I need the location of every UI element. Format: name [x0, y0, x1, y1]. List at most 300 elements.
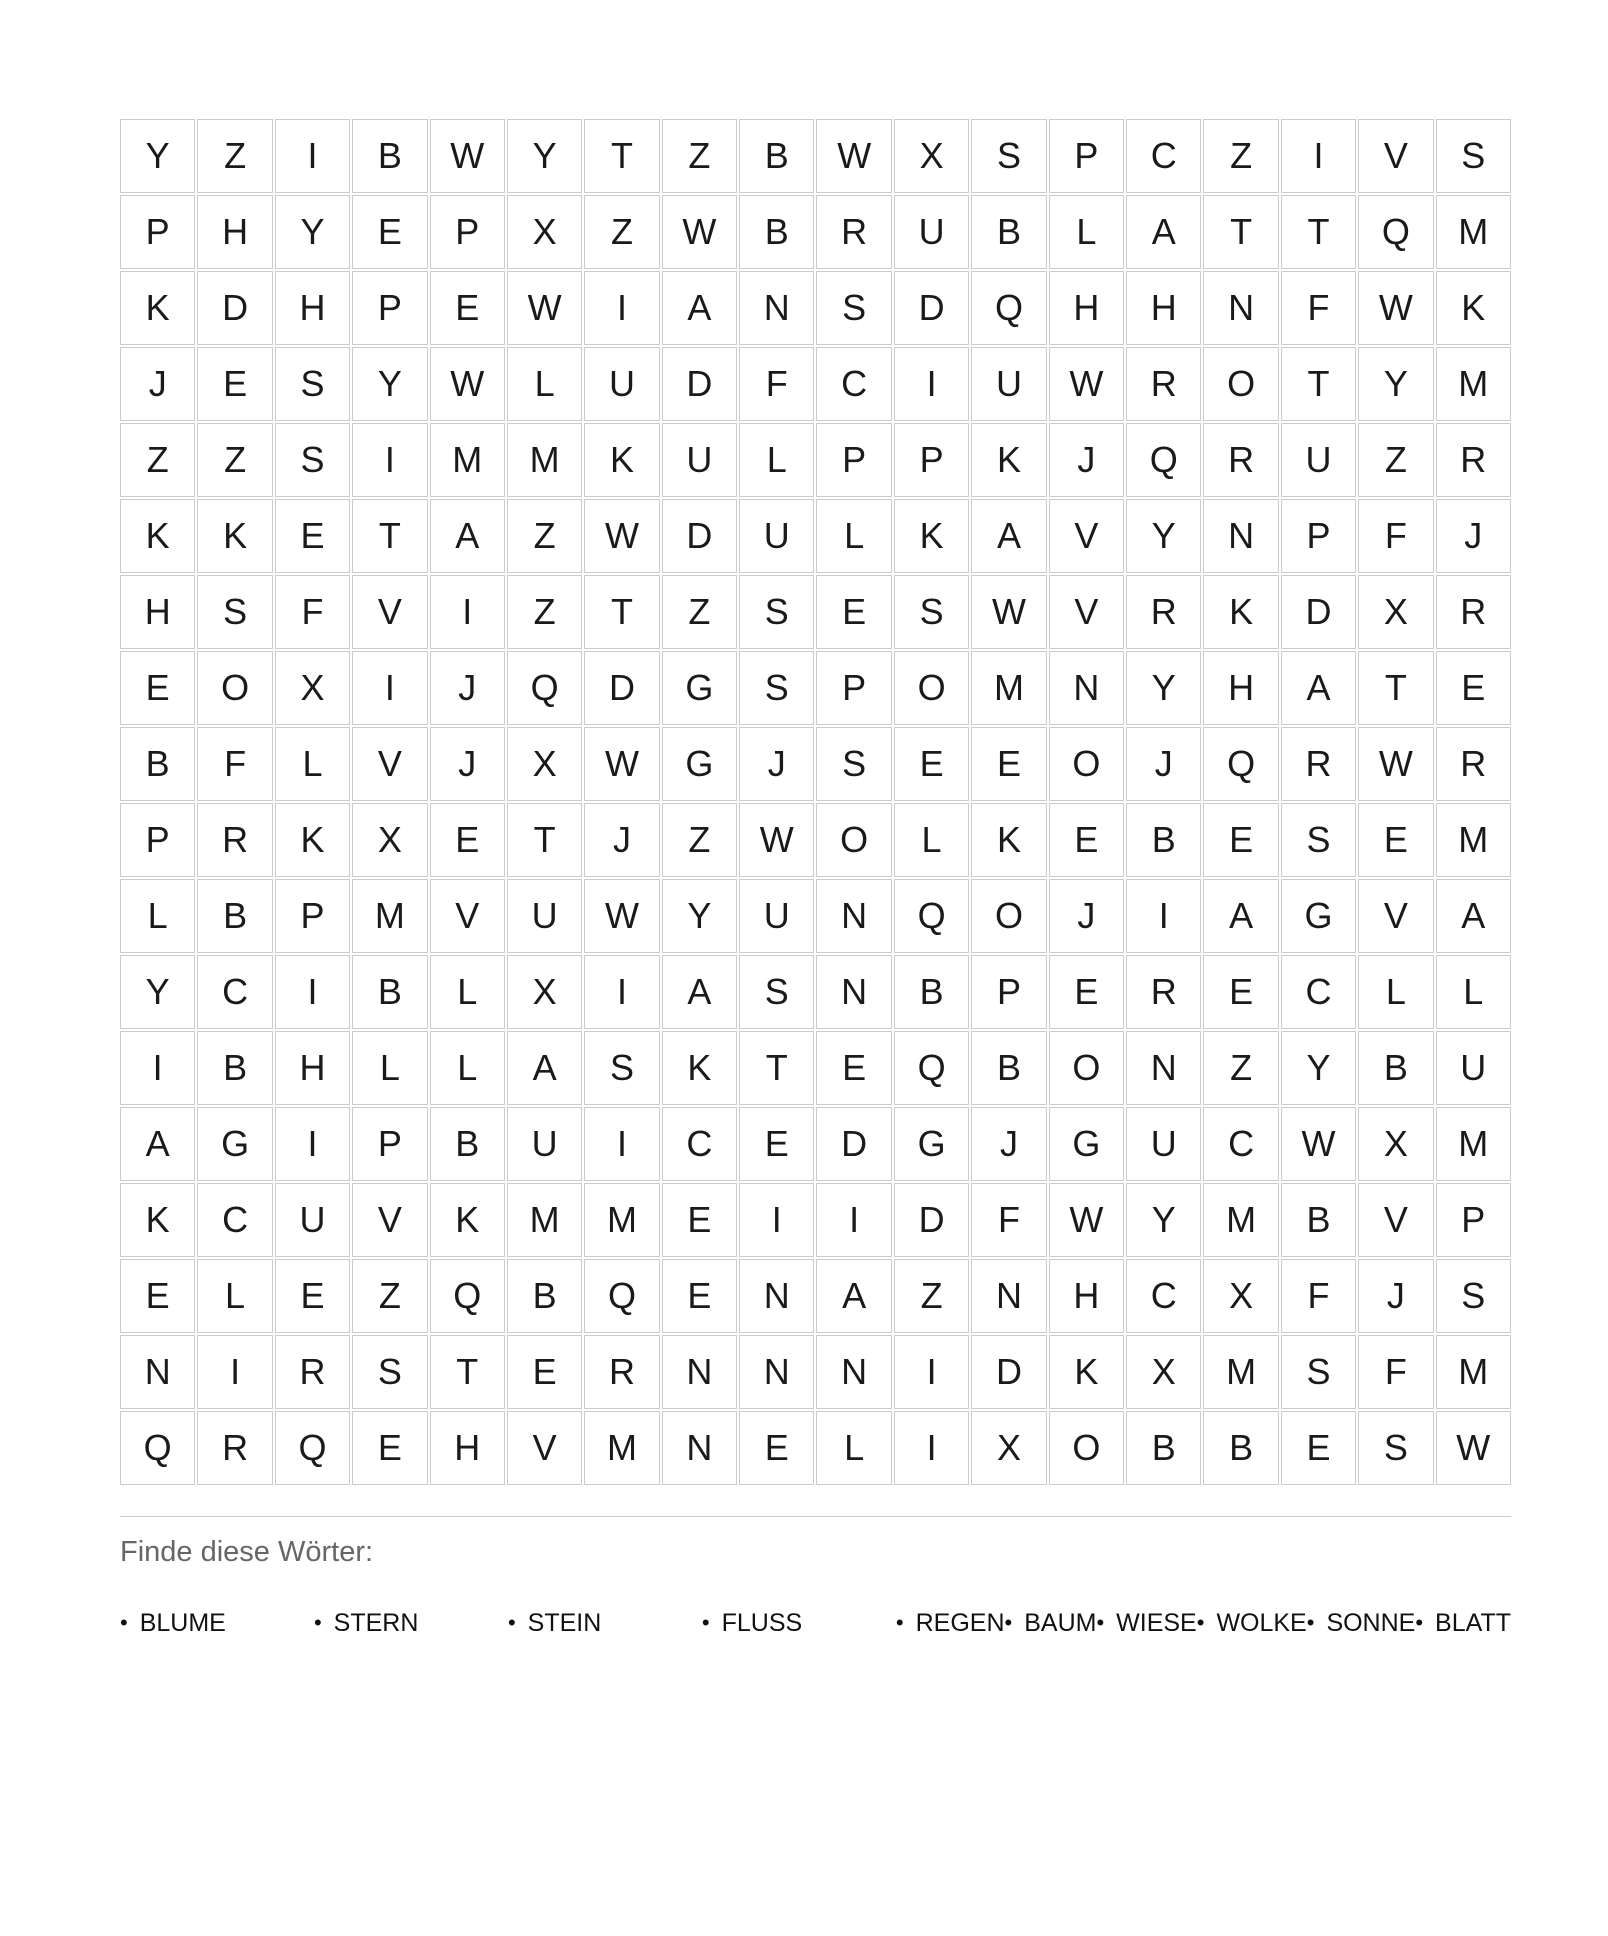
grid-cell[interactable]: I	[275, 119, 350, 193]
grid-cell[interactable]: A	[1436, 879, 1511, 953]
grid-cell[interactable]: L	[816, 1411, 891, 1485]
grid-cell[interactable]: U	[507, 879, 582, 953]
grid-cell[interactable]: Y	[1126, 651, 1201, 725]
grid-cell[interactable]: L	[352, 1031, 427, 1105]
grid-cell[interactable]: E	[120, 651, 195, 725]
grid-cell[interactable]: R	[1126, 575, 1201, 649]
grid-cell[interactable]: C	[1281, 955, 1356, 1029]
grid-cell[interactable]: E	[739, 1411, 814, 1485]
grid-cell[interactable]: B	[1126, 1411, 1201, 1485]
grid-cell[interactable]: P	[1281, 499, 1356, 573]
grid-cell[interactable]: Z	[662, 575, 737, 649]
grid-cell[interactable]: N	[1203, 499, 1278, 573]
grid-cell[interactable]: A	[816, 1259, 891, 1333]
grid-cell[interactable]: B	[430, 1107, 505, 1181]
grid-cell[interactable]: J	[1126, 727, 1201, 801]
grid-cell[interactable]: R	[1126, 955, 1201, 1029]
grid-cell[interactable]: L	[430, 955, 505, 1029]
grid-cell[interactable]: O	[1203, 347, 1278, 421]
grid-cell[interactable]: Z	[197, 423, 272, 497]
grid-cell[interactable]: M	[1203, 1183, 1278, 1257]
grid-cell[interactable]: L	[507, 347, 582, 421]
grid-cell[interactable]: U	[739, 499, 814, 573]
grid-cell[interactable]: P	[1049, 119, 1124, 193]
grid-cell[interactable]: A	[507, 1031, 582, 1105]
grid-cell[interactable]: V	[1358, 1183, 1433, 1257]
grid-cell[interactable]: K	[971, 803, 1046, 877]
grid-cell[interactable]: Q	[971, 271, 1046, 345]
grid-cell[interactable]: L	[739, 423, 814, 497]
grid-cell[interactable]: Z	[662, 119, 737, 193]
grid-cell[interactable]: X	[1203, 1259, 1278, 1333]
grid-cell[interactable]: N	[662, 1411, 737, 1485]
grid-cell[interactable]: U	[894, 195, 969, 269]
grid-cell[interactable]: D	[894, 271, 969, 345]
grid-cell[interactable]: M	[584, 1183, 659, 1257]
grid-cell[interactable]: L	[1049, 195, 1124, 269]
grid-cell[interactable]: I	[275, 955, 350, 1029]
grid-cell[interactable]: P	[120, 803, 195, 877]
grid-cell[interactable]: Y	[507, 119, 582, 193]
grid-cell[interactable]: U	[1436, 1031, 1511, 1105]
grid-cell[interactable]: M	[584, 1411, 659, 1485]
grid-cell[interactable]: Y	[1358, 347, 1433, 421]
grid-cell[interactable]: B	[507, 1259, 582, 1333]
grid-cell[interactable]: H	[1203, 651, 1278, 725]
grid-cell[interactable]: E	[430, 803, 505, 877]
grid-cell[interactable]: G	[894, 1107, 969, 1181]
grid-cell[interactable]: N	[739, 1259, 814, 1333]
grid-cell[interactable]: Z	[507, 499, 582, 573]
grid-cell[interactable]: T	[352, 499, 427, 573]
grid-cell[interactable]: Q	[894, 879, 969, 953]
grid-cell[interactable]: I	[1281, 119, 1356, 193]
grid-cell[interactable]: Z	[352, 1259, 427, 1333]
grid-cell[interactable]: K	[971, 423, 1046, 497]
grid-cell[interactable]: Y	[1126, 499, 1201, 573]
grid-cell[interactable]: I	[120, 1031, 195, 1105]
grid-cell[interactable]: C	[1203, 1107, 1278, 1181]
grid-cell[interactable]: E	[275, 1259, 350, 1333]
grid-cell[interactable]: B	[352, 119, 427, 193]
grid-cell[interactable]: X	[507, 727, 582, 801]
grid-cell[interactable]: Y	[120, 955, 195, 1029]
grid-cell[interactable]: K	[197, 499, 272, 573]
grid-cell[interactable]: U	[662, 423, 737, 497]
grid-cell[interactable]: P	[816, 423, 891, 497]
grid-cell[interactable]: N	[1203, 271, 1278, 345]
grid-cell[interactable]: S	[894, 575, 969, 649]
grid-cell[interactable]: E	[1358, 803, 1433, 877]
grid-cell[interactable]: E	[275, 499, 350, 573]
grid-cell[interactable]: E	[1281, 1411, 1356, 1485]
grid-cell[interactable]: M	[352, 879, 427, 953]
grid-cell[interactable]: T	[1203, 195, 1278, 269]
grid-cell[interactable]: F	[739, 347, 814, 421]
grid-cell[interactable]: Q	[894, 1031, 969, 1105]
grid-cell[interactable]: U	[275, 1183, 350, 1257]
grid-cell[interactable]: D	[971, 1335, 1046, 1409]
grid-cell[interactable]: I	[584, 1107, 659, 1181]
grid-cell[interactable]: H	[120, 575, 195, 649]
grid-cell[interactable]: A	[662, 955, 737, 1029]
grid-cell[interactable]: F	[197, 727, 272, 801]
grid-cell[interactable]: E	[662, 1183, 737, 1257]
grid-cell[interactable]: E	[662, 1259, 737, 1333]
grid-cell[interactable]: H	[1049, 271, 1124, 345]
grid-cell[interactable]: G	[1049, 1107, 1124, 1181]
grid-cell[interactable]: P	[120, 195, 195, 269]
grid-cell[interactable]: I	[894, 1335, 969, 1409]
grid-cell[interactable]: Y	[275, 195, 350, 269]
grid-cell[interactable]: B	[197, 879, 272, 953]
grid-cell[interactable]: J	[120, 347, 195, 421]
grid-cell[interactable]: I	[584, 955, 659, 1029]
grid-cell[interactable]: N	[1049, 651, 1124, 725]
grid-cell[interactable]: D	[816, 1107, 891, 1181]
grid-cell[interactable]: V	[1049, 499, 1124, 573]
grid-cell[interactable]: Q	[1126, 423, 1201, 497]
grid-cell[interactable]: E	[1203, 803, 1278, 877]
grid-cell[interactable]: U	[971, 347, 1046, 421]
grid-cell[interactable]: M	[1436, 1335, 1511, 1409]
grid-cell[interactable]: B	[1281, 1183, 1356, 1257]
grid-cell[interactable]: K	[120, 499, 195, 573]
grid-cell[interactable]: N	[120, 1335, 195, 1409]
grid-cell[interactable]: U	[584, 347, 659, 421]
grid-cell[interactable]: Q	[584, 1259, 659, 1333]
grid-cell[interactable]: A	[1281, 651, 1356, 725]
grid-cell[interactable]: G	[1281, 879, 1356, 953]
grid-cell[interactable]: B	[1358, 1031, 1433, 1105]
grid-cell[interactable]: X	[1126, 1335, 1201, 1409]
grid-cell[interactable]: P	[352, 1107, 427, 1181]
grid-cell[interactable]: R	[1436, 727, 1511, 801]
grid-cell[interactable]: E	[352, 195, 427, 269]
grid-cell[interactable]: W	[507, 271, 582, 345]
grid-cell[interactable]: S	[1436, 119, 1511, 193]
grid-cell[interactable]: O	[197, 651, 272, 725]
grid-cell[interactable]: N	[1126, 1031, 1201, 1105]
grid-cell[interactable]: E	[816, 1031, 891, 1105]
grid-cell[interactable]: W	[1049, 347, 1124, 421]
grid-cell[interactable]: A	[1203, 879, 1278, 953]
grid-cell[interactable]: K	[120, 1183, 195, 1257]
grid-cell[interactable]: R	[1436, 575, 1511, 649]
grid-cell[interactable]: P	[894, 423, 969, 497]
grid-cell[interactable]: R	[1203, 423, 1278, 497]
grid-cell[interactable]: Q	[1358, 195, 1433, 269]
grid-cell[interactable]: Y	[1126, 1183, 1201, 1257]
grid-cell[interactable]: K	[584, 423, 659, 497]
grid-cell[interactable]: B	[1126, 803, 1201, 877]
grid-cell[interactable]: I	[352, 651, 427, 725]
grid-cell[interactable]: I	[894, 347, 969, 421]
grid-cell[interactable]: H	[1126, 271, 1201, 345]
grid-cell[interactable]: Z	[1358, 423, 1433, 497]
grid-cell[interactable]: D	[662, 347, 737, 421]
grid-cell[interactable]: W	[816, 119, 891, 193]
grid-cell[interactable]: X	[1358, 1107, 1433, 1181]
grid-cell[interactable]: M	[430, 423, 505, 497]
grid-cell[interactable]: W	[430, 119, 505, 193]
grid-cell[interactable]: S	[1358, 1411, 1433, 1485]
grid-cell[interactable]: N	[816, 1335, 891, 1409]
grid-cell[interactable]: M	[507, 423, 582, 497]
grid-cell[interactable]: F	[1281, 1259, 1356, 1333]
grid-cell[interactable]: V	[352, 1183, 427, 1257]
grid-cell[interactable]: V	[352, 575, 427, 649]
grid-cell[interactable]: D	[197, 271, 272, 345]
grid-cell[interactable]: I	[1126, 879, 1201, 953]
grid-cell[interactable]: S	[739, 575, 814, 649]
grid-cell[interactable]: A	[662, 271, 737, 345]
grid-cell[interactable]: S	[816, 727, 891, 801]
grid-cell[interactable]: W	[584, 499, 659, 573]
grid-cell[interactable]: J	[971, 1107, 1046, 1181]
grid-cell[interactable]: B	[197, 1031, 272, 1105]
grid-cell[interactable]: S	[1281, 1335, 1356, 1409]
grid-cell[interactable]: W	[1281, 1107, 1356, 1181]
grid-cell[interactable]: H	[1049, 1259, 1124, 1333]
grid-cell[interactable]: J	[1436, 499, 1511, 573]
grid-cell[interactable]: O	[1049, 1031, 1124, 1105]
grid-cell[interactable]: U	[507, 1107, 582, 1181]
grid-cell[interactable]: V	[1049, 575, 1124, 649]
grid-cell[interactable]: P	[816, 651, 891, 725]
grid-cell[interactable]: L	[430, 1031, 505, 1105]
grid-cell[interactable]: S	[1436, 1259, 1511, 1333]
grid-cell[interactable]: R	[816, 195, 891, 269]
grid-cell[interactable]: I	[739, 1183, 814, 1257]
grid-cell[interactable]: H	[430, 1411, 505, 1485]
grid-cell[interactable]: K	[120, 271, 195, 345]
grid-cell[interactable]: W	[662, 195, 737, 269]
grid-cell[interactable]: T	[430, 1335, 505, 1409]
grid-cell[interactable]: W	[1358, 271, 1433, 345]
grid-cell[interactable]: Z	[507, 575, 582, 649]
grid-cell[interactable]: E	[430, 271, 505, 345]
grid-cell[interactable]: Q	[275, 1411, 350, 1485]
grid-cell[interactable]: T	[1281, 347, 1356, 421]
grid-cell[interactable]: S	[197, 575, 272, 649]
grid-cell[interactable]: I	[816, 1183, 891, 1257]
grid-cell[interactable]: C	[197, 955, 272, 1029]
grid-cell[interactable]: C	[1126, 119, 1201, 193]
grid-cell[interactable]: R	[197, 803, 272, 877]
grid-cell[interactable]: U	[1126, 1107, 1201, 1181]
grid-cell[interactable]: E	[816, 575, 891, 649]
grid-cell[interactable]: M	[1436, 195, 1511, 269]
grid-cell[interactable]: L	[120, 879, 195, 953]
grid-cell[interactable]: C	[1126, 1259, 1201, 1333]
grid-cell[interactable]: Z	[1203, 119, 1278, 193]
grid-cell[interactable]: S	[1281, 803, 1356, 877]
grid-cell[interactable]: N	[971, 1259, 1046, 1333]
grid-cell[interactable]: W	[1358, 727, 1433, 801]
grid-cell[interactable]: S	[584, 1031, 659, 1105]
grid-cell[interactable]: I	[430, 575, 505, 649]
grid-cell[interactable]: B	[352, 955, 427, 1029]
grid-cell[interactable]: J	[584, 803, 659, 877]
grid-cell[interactable]: B	[971, 1031, 1046, 1105]
grid-cell[interactable]: W	[739, 803, 814, 877]
grid-cell[interactable]: R	[197, 1411, 272, 1485]
grid-cell[interactable]: D	[1281, 575, 1356, 649]
grid-cell[interactable]: F	[1358, 499, 1433, 573]
grid-cell[interactable]: U	[739, 879, 814, 953]
grid-cell[interactable]: M	[1436, 1107, 1511, 1181]
grid-cell[interactable]: X	[1358, 575, 1433, 649]
grid-cell[interactable]: S	[739, 651, 814, 725]
grid-cell[interactable]: C	[816, 347, 891, 421]
grid-cell[interactable]: E	[1049, 803, 1124, 877]
grid-cell[interactable]: T	[1281, 195, 1356, 269]
grid-cell[interactable]: Y	[1281, 1031, 1356, 1105]
grid-cell[interactable]: S	[352, 1335, 427, 1409]
grid-cell[interactable]: W	[1436, 1411, 1511, 1485]
grid-cell[interactable]: G	[662, 727, 737, 801]
grid-cell[interactable]: K	[1049, 1335, 1124, 1409]
grid-cell[interactable]: E	[1436, 651, 1511, 725]
grid-cell[interactable]: O	[816, 803, 891, 877]
grid-cell[interactable]: L	[894, 803, 969, 877]
grid-cell[interactable]: B	[739, 119, 814, 193]
grid-cell[interactable]: A	[430, 499, 505, 573]
grid-cell[interactable]: E	[507, 1335, 582, 1409]
grid-cell[interactable]: Z	[120, 423, 195, 497]
grid-cell[interactable]: A	[120, 1107, 195, 1181]
grid-cell[interactable]: M	[1436, 347, 1511, 421]
grid-cell[interactable]: L	[1436, 955, 1511, 1029]
grid-cell[interactable]: D	[894, 1183, 969, 1257]
grid-cell[interactable]: G	[197, 1107, 272, 1181]
grid-cell[interactable]: S	[275, 423, 350, 497]
grid-cell[interactable]: J	[1049, 423, 1124, 497]
grid-cell[interactable]: I	[584, 271, 659, 345]
grid-cell[interactable]: L	[275, 727, 350, 801]
grid-cell[interactable]: R	[1436, 423, 1511, 497]
grid-cell[interactable]: T	[1358, 651, 1433, 725]
grid-cell[interactable]: Q	[120, 1411, 195, 1485]
grid-cell[interactable]: G	[662, 651, 737, 725]
grid-cell[interactable]: W	[584, 727, 659, 801]
grid-cell[interactable]: E	[120, 1259, 195, 1333]
grid-cell[interactable]: J	[1049, 879, 1124, 953]
grid-cell[interactable]: V	[430, 879, 505, 953]
grid-cell[interactable]: R	[275, 1335, 350, 1409]
grid-cell[interactable]: W	[430, 347, 505, 421]
grid-cell[interactable]: Y	[352, 347, 427, 421]
grid-cell[interactable]: K	[1203, 575, 1278, 649]
grid-cell[interactable]: L	[816, 499, 891, 573]
grid-cell[interactable]: T	[584, 575, 659, 649]
grid-cell[interactable]: Q	[507, 651, 582, 725]
grid-cell[interactable]: P	[275, 879, 350, 953]
grid-cell[interactable]: X	[507, 955, 582, 1029]
grid-cell[interactable]: H	[197, 195, 272, 269]
grid-cell[interactable]: F	[275, 575, 350, 649]
grid-cell[interactable]: H	[275, 271, 350, 345]
grid-cell[interactable]: V	[507, 1411, 582, 1485]
grid-cell[interactable]: U	[1281, 423, 1356, 497]
grid-cell[interactable]: P	[352, 271, 427, 345]
grid-cell[interactable]: A	[1126, 195, 1201, 269]
grid-cell[interactable]: K	[1436, 271, 1511, 345]
grid-cell[interactable]: V	[1358, 879, 1433, 953]
grid-cell[interactable]: Y	[120, 119, 195, 193]
grid-cell[interactable]: B	[1203, 1411, 1278, 1485]
grid-cell[interactable]: T	[507, 803, 582, 877]
grid-cell[interactable]: Z	[662, 803, 737, 877]
grid-cell[interactable]: O	[1049, 727, 1124, 801]
grid-cell[interactable]: L	[197, 1259, 272, 1333]
grid-cell[interactable]: X	[507, 195, 582, 269]
grid-cell[interactable]: I	[352, 423, 427, 497]
grid-cell[interactable]: H	[275, 1031, 350, 1105]
grid-cell[interactable]: F	[1281, 271, 1356, 345]
grid-cell[interactable]: K	[430, 1183, 505, 1257]
grid-cell[interactable]: N	[816, 955, 891, 1029]
grid-cell[interactable]: W	[971, 575, 1046, 649]
grid-cell[interactable]: P	[1436, 1183, 1511, 1257]
grid-cell[interactable]: J	[430, 651, 505, 725]
grid-cell[interactable]: Z	[1203, 1031, 1278, 1105]
grid-cell[interactable]: E	[739, 1107, 814, 1181]
grid-cell[interactable]: E	[1203, 955, 1278, 1029]
grid-cell[interactable]: S	[739, 955, 814, 1029]
grid-cell[interactable]: V	[1358, 119, 1433, 193]
grid-cell[interactable]: J	[430, 727, 505, 801]
grid-cell[interactable]: C	[662, 1107, 737, 1181]
grid-cell[interactable]: F	[1358, 1335, 1433, 1409]
grid-cell[interactable]: N	[816, 879, 891, 953]
grid-cell[interactable]: E	[352, 1411, 427, 1485]
grid-cell[interactable]: E	[971, 727, 1046, 801]
grid-cell[interactable]: I	[197, 1335, 272, 1409]
grid-cell[interactable]: C	[197, 1183, 272, 1257]
grid-cell[interactable]: F	[971, 1183, 1046, 1257]
grid-cell[interactable]: M	[507, 1183, 582, 1257]
grid-cell[interactable]: P	[971, 955, 1046, 1029]
grid-cell[interactable]: S	[816, 271, 891, 345]
grid-cell[interactable]: B	[894, 955, 969, 1029]
grid-cell[interactable]: B	[739, 195, 814, 269]
grid-cell[interactable]: Z	[894, 1259, 969, 1333]
grid-cell[interactable]: M	[971, 651, 1046, 725]
grid-cell[interactable]: K	[275, 803, 350, 877]
grid-cell[interactable]: J	[1358, 1259, 1433, 1333]
grid-cell[interactable]: X	[971, 1411, 1046, 1485]
grid-cell[interactable]: O	[971, 879, 1046, 953]
grid-cell[interactable]: M	[1436, 803, 1511, 877]
grid-cell[interactable]: D	[662, 499, 737, 573]
grid-cell[interactable]: Z	[584, 195, 659, 269]
grid-cell[interactable]: E	[1049, 955, 1124, 1029]
grid-cell[interactable]: R	[1281, 727, 1356, 801]
grid-cell[interactable]: N	[662, 1335, 737, 1409]
grid-cell[interactable]: N	[739, 1335, 814, 1409]
grid-cell[interactable]: S	[971, 119, 1046, 193]
grid-cell[interactable]: V	[352, 727, 427, 801]
grid-cell[interactable]: W	[1049, 1183, 1124, 1257]
grid-cell[interactable]: I	[894, 1411, 969, 1485]
grid-cell[interactable]: Z	[197, 119, 272, 193]
grid-cell[interactable]: X	[352, 803, 427, 877]
grid-cell[interactable]: T	[584, 119, 659, 193]
grid-cell[interactable]: S	[275, 347, 350, 421]
grid-cell[interactable]: W	[584, 879, 659, 953]
